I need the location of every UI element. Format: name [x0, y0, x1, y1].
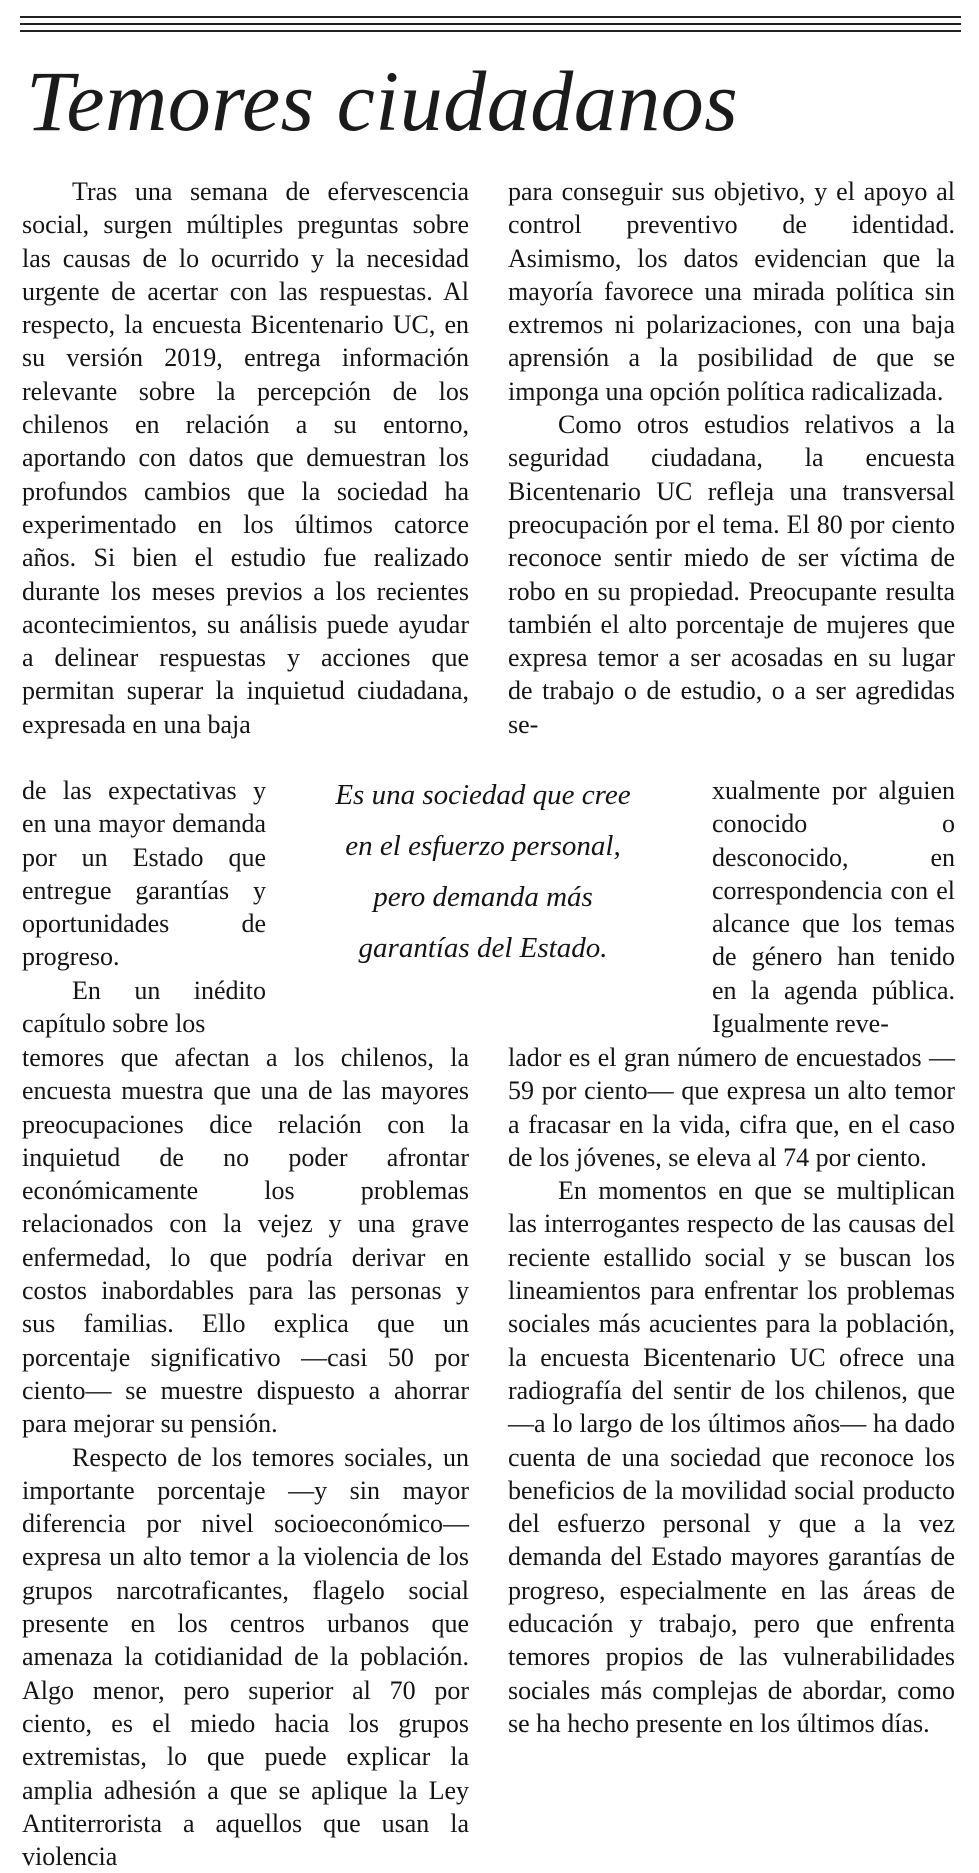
- column-2-mid: [712, 774, 955, 1040]
- top-rule-1: [20, 16, 961, 18]
- paragraph: En momentos en que se multiplican las interrogantes respecto de las causas del reciente estallido social y se buscan los lineamientos para enfrentar los problemas sociales más acucientes para la población, la encuesta Bicentenario UC ofrece una radiografía del sentir de los chilenos, que —a lo largo de los últimos años— ha dado cuenta de una sociedad que reconoce los beneficios de la movilidad social producto del esfuerzo personal y que a la vez demanda del Estado mayores garantías de progreso, especialmente en las áreas de educación y trabajo, pero que enfrenta temores propios de las vulnerabilidades sociales más complejas de abordar, como se ha hecho presente en los últimos días.: [508, 1176, 955, 1738]
- top-rule-2: [20, 23, 961, 25]
- paragraph: para conseguir sus objetivo, y el apoyo al control preventivo de identidad. Asimismo, los datos evidencian que la mayoría favorece una mirada política sin extremos ni polarizaciones, con una baja aprensión a la posibilidad de que se imponga una opción política radicalizada.: [508, 177, 955, 406]
- paragraph: lador es el gran número de encuestados —59 por ciento— que expresa un alto temor a fracasar en la vida, cifra que, en el caso de los jóvenes, se eleva al 74 por ciento.: [508, 1043, 955, 1172]
- paragraph: xualmente por alguien conocido o desconocido, en correspondencia con el alcance que los temas de género han tenido en la agenda pública. Igualmente reve-: [712, 776, 955, 1039]
- paragraph: Como otros estudios relativos a la seguridad ciudadana, la encuesta Bicentenario UC refleja una transversal preocupación por el tema. El 80 por ciento reconoce sentir miedo de ser víctima de robo en su propiedad. Preocupante resulta también el alto porcentaje de mujeres que expresa temor a ser acosadas en su lugar de trabajo o de estudio, o a ser agredidas se-: [508, 410, 955, 739]
- column-2-bottom: [508, 1041, 955, 1740]
- paragraph: de las expectativas y en una mayor demanda por un Estado que entregue garantías y oportunidades de progreso.: [22, 776, 266, 972]
- article-title: Temores ciudadanos: [26, 53, 739, 149]
- paragraph: Respecto de los temores sociales, un importante porcentaje —y sin mayor diferencia por nivel socioeconómico— expresa un alto temor a la violencia de los grupos narcotraficantes, flagelo social presente en los centros urbanos que amenaza la cotidianidad de la población. Algo menor, pero superior al 70 por ciento, es el miedo hacia los grupos extremistas, lo que puede explicar la amplia adhesión a que se aplique la Ley Antiterrorista a aquellos que usan la violencia: [22, 1442, 469, 1872]
- column-1-mid: [22, 774, 266, 1040]
- paragraph: Tras una semana de efervescencia social, surgen múltiples preguntas sobre las causas de lo ocurrido y la necesidad urgente de acertar con las respuestas. Al respecto, la encuesta Bicentenario UC, en su versión 2019, entrega información relevante sobre la percepción de los chilenos en relación a su entorno, aportando con datos que demuestran los profundos cambios que la sociedad ha experimentado en los últimos catorce años. Si bien el estudio fue realizado durante los meses previos a los recientes acontecimientos, su análisis puede ayudar a delinear respuestas y acciones que permitan superar la inquietud ciudadana, expresada en una baja: [22, 177, 469, 739]
- pull-quote-line: garantías del Estado.: [358, 932, 608, 964]
- column-2-top: [508, 175, 955, 741]
- column-1-top: [22, 175, 469, 741]
- paragraph: temores que afectan a los chilenos, la encuesta muestra que una de las mayores preocupaciones dice relación con la inquietud de no poder afrontar económicamente los problemas relacionados con la vejez y una grave enfermedad, lo que podría derivar en costos inabordables para las personas y sus familias. Ello explica que un porcentaje significativo —casi 50 por ciento— se muestre dispuesto a ahorrar para mejorar su pensión.: [22, 1043, 469, 1439]
- paragraph: En un inédito capítulo sobre los: [22, 975, 266, 1039]
- pull-quote-line: en el esfuerzo personal,: [345, 830, 621, 862]
- pull-quote-line: pero demanda más: [373, 881, 593, 913]
- pull-quote-line: Es una sociedad que cree: [335, 779, 631, 811]
- column-1-bottom: [22, 1041, 469, 1873]
- pull-quote: [298, 770, 668, 974]
- top-rule-3: [20, 30, 961, 32]
